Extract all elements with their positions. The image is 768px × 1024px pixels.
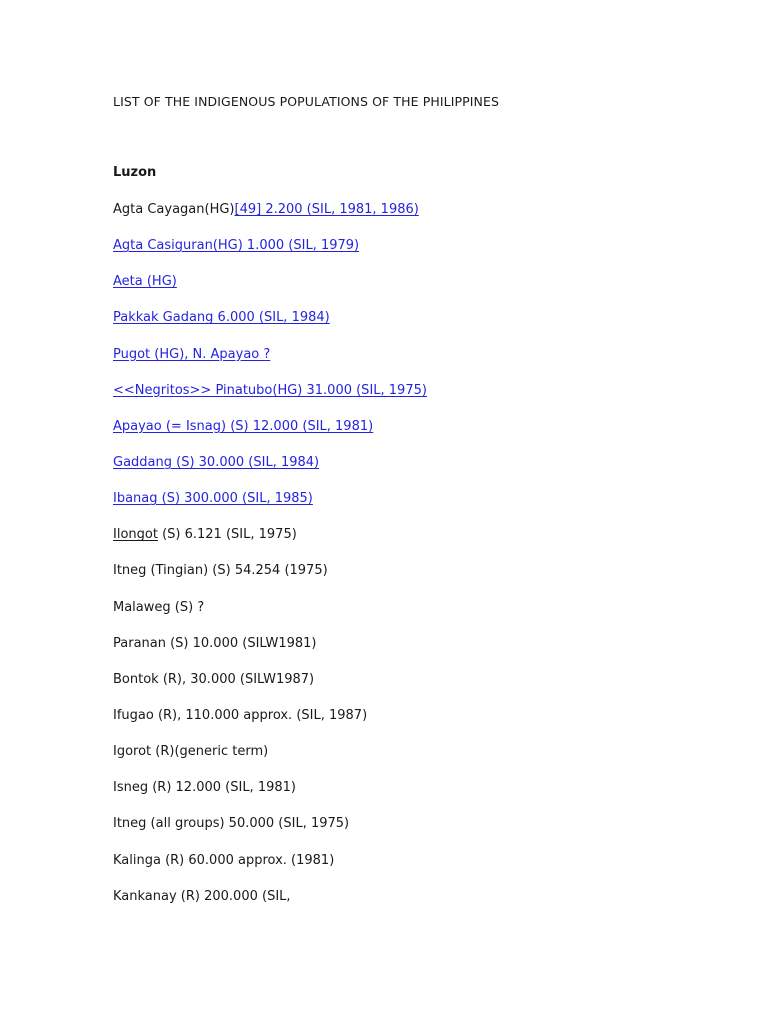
document-title: LIST OF THE INDIGENOUS POPULATIONS OF THE PHILIPPINES (113, 94, 500, 109)
entry-link[interactable]: <<Negritos>> Pinatubo(HG) 31.000 (SIL, 1975) (113, 382, 427, 398)
entry-link[interactable]: Pakkak Gadang 6.000 (SIL, 1984) (113, 310, 330, 326)
list-item (113, 707, 427, 743)
list-item (113, 490, 427, 526)
list-item (113, 526, 427, 562)
entry-text: Igorot (R)(generic term) (113, 744, 269, 760)
entry-link[interactable]: Ibanag (S) 300.000 (SIL, 1985) (113, 491, 313, 507)
list-item (113, 671, 427, 707)
list-item (113, 201, 427, 237)
list-item (113, 599, 427, 635)
list-item (113, 888, 427, 924)
list-item (113, 779, 427, 815)
list-item (113, 562, 427, 598)
list-item (113, 743, 427, 779)
entry-link[interactable]: Aeta (HG) (113, 274, 177, 290)
entry-text: Malaweg (S) ? (113, 599, 205, 615)
entry-text: Bontok (R), 30.000 (SILW1987) (113, 671, 315, 687)
entry-text: Kankanay (R) 200.000 (SIL, (113, 888, 291, 904)
section-heading-luzon: Luzon (113, 165, 157, 180)
list-item (113, 635, 427, 671)
list-item (113, 454, 427, 490)
list-item (113, 815, 427, 851)
population-list (113, 201, 427, 924)
entry-link[interactable]: Pugot (HG), N. Apayao ? (113, 346, 271, 362)
entry-link[interactable]: Apayao (= Isnag) (S) 12.000 (SIL, 1981) (113, 418, 374, 434)
list-item (113, 237, 427, 273)
entry-text: Agta Cayagan(HG) (113, 202, 235, 217)
entry-underlined-term: Ilongot (113, 527, 158, 543)
entry-text: Itneg (all groups) 50.000 (SIL, 1975) (113, 816, 350, 832)
entry-text: Isneg (R) 12.000 (SIL, 1981) (113, 780, 296, 796)
list-item (113, 273, 427, 309)
list-item (113, 382, 427, 418)
entry-link[interactable]: Gaddang (S) 30.000 (SIL, 1984) (113, 454, 320, 470)
entry-text: Kalinga (R) 60.000 approx. (1981) (113, 852, 335, 868)
entry-link[interactable]: Agta Casiguran(HG) 1.000 (SIL, 1979) (113, 238, 360, 254)
entry-link[interactable]: [49] 2.200 (SIL, 1981, 1986) (234, 202, 419, 217)
entry-text: (S) 6.121 (SIL, 1975) (157, 527, 297, 543)
entry-text: Itneg (Tingian) (S) 54.254 (1975) (113, 563, 328, 579)
list-item (113, 852, 427, 888)
entry-text: Paranan (S) 10.000 (SILW1981) (113, 635, 317, 651)
entry-text: Ifugao (R), 110.000 approx. (SIL, 1987) (113, 707, 368, 723)
list-item (113, 309, 427, 345)
list-item (113, 346, 427, 382)
list-item (113, 418, 427, 454)
